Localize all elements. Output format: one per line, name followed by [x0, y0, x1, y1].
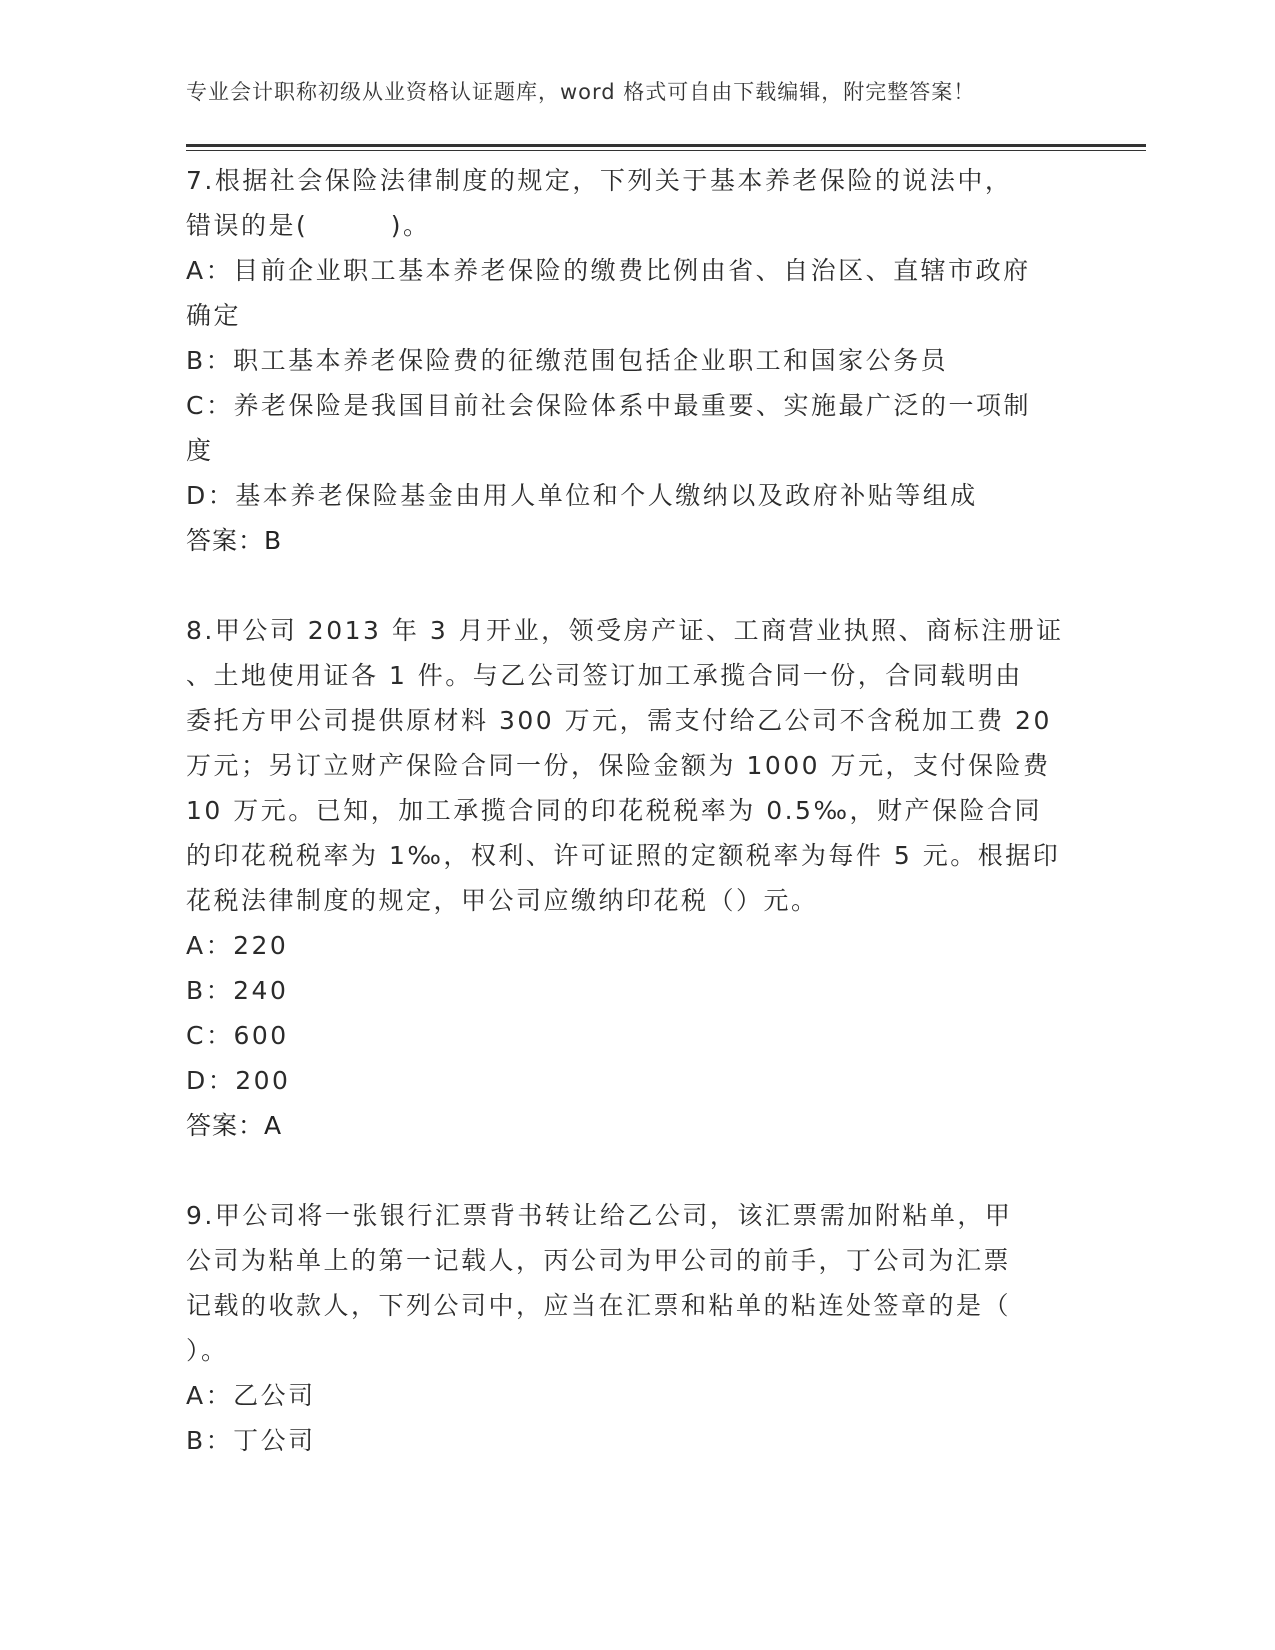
option-d: D：200	[186, 1066, 291, 1095]
page-header: 专业会计职称初级从业资格认证题库，word 格式可自由下载编辑，附完整答案！	[186, 80, 976, 104]
question-stem-line: 、土地使用证各 1 件。与乙公司签订加工承揽合同一份，合同载明由	[186, 661, 1023, 690]
option-c: C：600	[186, 1021, 289, 1050]
answer: 答案：A	[186, 1111, 283, 1140]
option-a: A：220	[186, 931, 289, 960]
question-stem-line: 错误的是( )。	[186, 211, 431, 240]
option-b: B：240	[186, 976, 289, 1005]
question-stem-line: 万元；另订立财产保险合同一份，保险金额为 1000 万元，支付保险费	[186, 751, 1051, 780]
question-stem-line: 记载的收款人，下列公司中，应当在汇票和粘单的粘连处签章的是（	[186, 1291, 1012, 1320]
question-9	[186, 1193, 1086, 1463]
option-b: B：丁公司	[186, 1426, 316, 1455]
header-rule-thick	[186, 144, 1146, 147]
question-stem-line: 委托方甲公司提供原材料 300 万元，需支付给乙公司不含税加工费 20	[186, 706, 1052, 735]
question-stem-line: 10 万元。已知，加工承揽合同的印花税税率为 0.5‰，财产保险合同	[186, 796, 1043, 825]
question-stem-line: ）。	[186, 1336, 229, 1365]
question-stem-line: 的印花税税率为 1‰，权利、许可证照的定额税率为每件 5 元。根据印	[186, 841, 1061, 870]
option-a: A：乙公司	[186, 1381, 316, 1410]
question-stem-line: 花税法律制度的规定，甲公司应缴纳印花税（）元。	[186, 886, 819, 915]
header-rule-thin	[186, 150, 1146, 151]
question-stem-line: 8.甲公司 2013 年 3 月开业，领受房产证、工商营业执照、商标注册证	[186, 616, 1064, 645]
question-list	[186, 158, 1086, 1463]
question-stem-line: 9.甲公司将一张银行汇票背书转让给乙公司，该汇票需加附粘单，甲	[186, 1201, 1013, 1230]
option-a: A：目前企业职工基本养老保险的缴费比例由省、自治区、直辖市政府	[186, 256, 1031, 285]
option-d: D：基本养老保险基金由用人单位和个人缴纳以及政府补贴等组成	[186, 481, 978, 510]
option-a-cont: 确定	[186, 301, 242, 330]
question-stem-line: 7.根据社会保险法律制度的规定，下列关于基本养老保险的说法中，	[186, 166, 1013, 195]
question-7	[186, 158, 1086, 563]
option-c: C：养老保险是我国目前社会保险体系中最重要、实施最广泛的一项制	[186, 391, 1031, 420]
question-8	[186, 608, 1086, 1148]
option-c-cont: 度	[186, 436, 214, 465]
option-b: B：职工基本养老保险费的征缴范围包括企业职工和国家公务员	[186, 346, 949, 375]
question-stem-line: 公司为粘单上的第一记载人，丙公司为甲公司的前手，丁公司为汇票	[186, 1246, 1012, 1275]
answer: 答案：B	[186, 526, 283, 555]
